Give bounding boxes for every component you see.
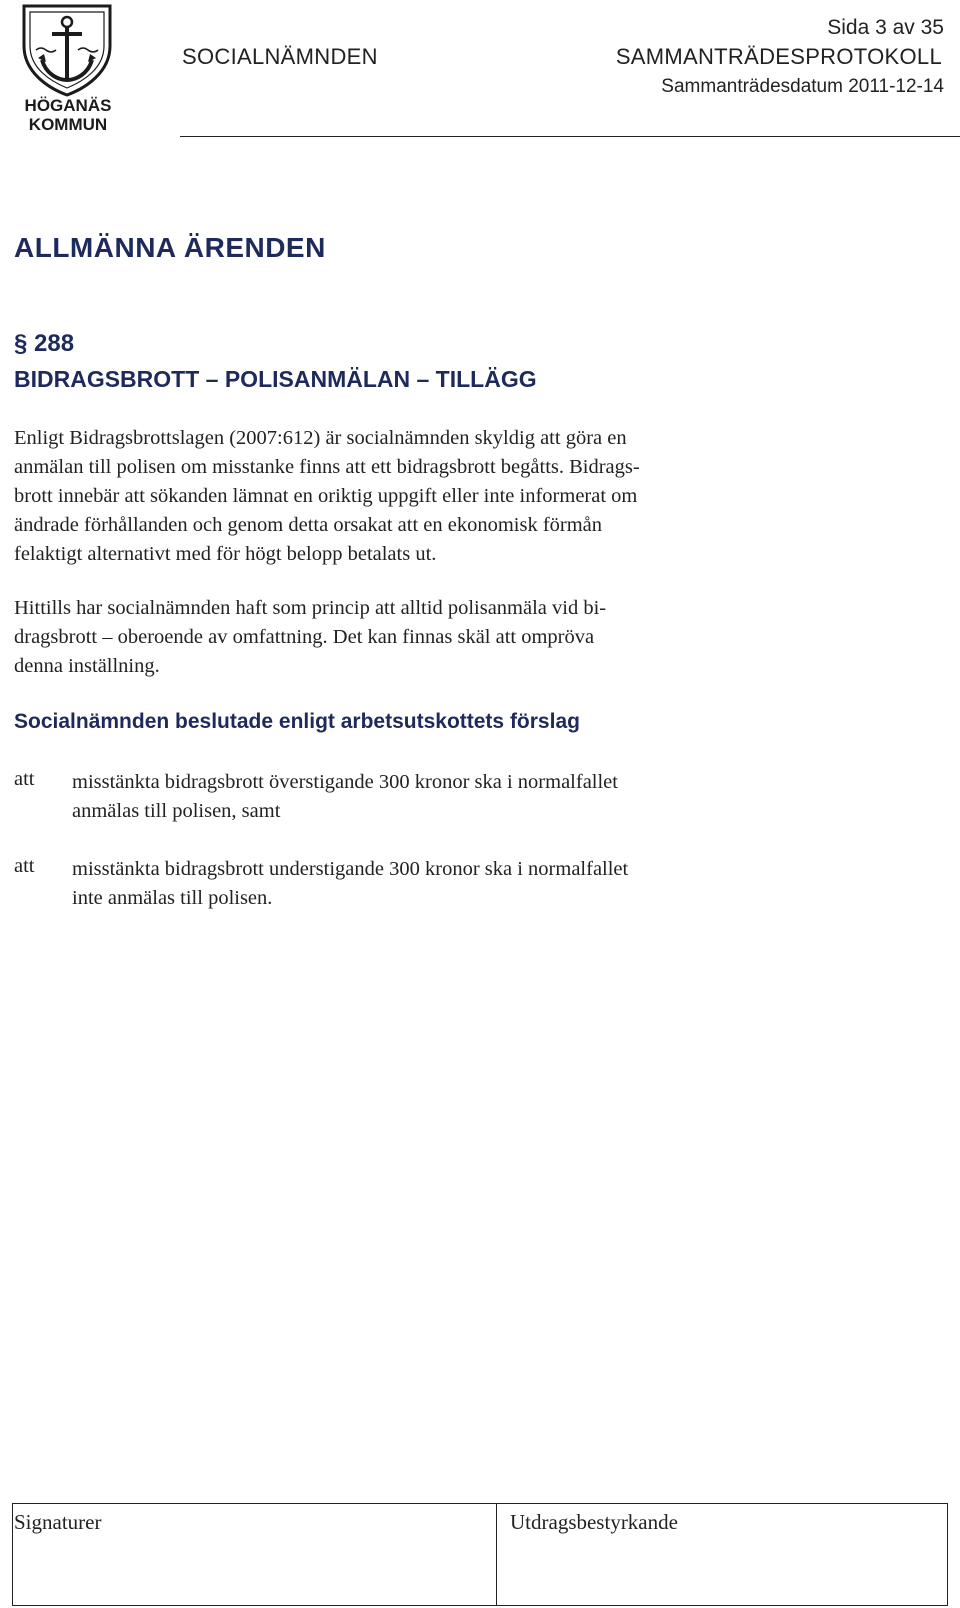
signatures-label: Signaturer [14,1510,102,1534]
decision-line: inte anmälas till polisen. [72,887,273,909]
paragraph-line: denna inställning. [14,655,160,677]
meeting-date: Sammanträdesdatum 2011-12-14 [661,76,944,97]
decision-text [72,768,618,826]
header-divider [180,136,960,137]
paragraph-line: ändrade förhållanden och genom detta orsakat att en ekonomisk förmån [14,514,603,536]
municipality-name [14,96,122,134]
item-number: § 288 [14,330,75,357]
paragraph-current-practice [14,594,774,681]
decision-text [72,855,628,913]
municipality-name-line-2: KOMMUN [28,115,108,134]
organization-name: SOCIALNÄMNDEN [182,44,378,69]
paragraph-line: dragsbrott – oberoende av omfattning. Det kan finnas skäl att ompröva [14,626,595,648]
item-title: BIDRAGSBROTT – POLISANMÄLAN – TILLÄGG [14,366,537,392]
decision-heading: Socialnämnden beslutade enligt arbetsutskottets förslag [14,710,580,733]
decision-label: att [14,855,35,877]
page-number: Sida 3 av 35 [827,16,944,39]
document-type: SAMMANTRÄDESPROTOKOLL [615,44,942,69]
signature-table [12,1503,948,1606]
decision-line: misstänkta bidragsbrott överstigande 300 kronor ska i normalfallet [72,771,618,793]
municipality-name-line-1: HÖGANÄS [24,96,112,115]
decision-label: att [14,768,35,790]
paragraph-line: Enligt Bidragsbrottslagen (2007:612) är socialnämnden skyldig att göra en [14,427,627,449]
paragraph-line: brott innebär att sökanden lämnat en oriktig uppgift eller inte informerat om [14,485,638,507]
paragraph-background [14,424,774,569]
paragraph-line: Hittills har socialnämnden haft som princip att alltid polisanmäla vid bi- [14,597,607,619]
paragraph-line: felaktigt alternativt med för högt belopp betalats ut. [14,543,437,565]
signature-table-divider [496,1503,497,1606]
section-heading: ALLMÄNNA ÄRENDEN [14,232,326,263]
decision-line: misstänkta bidragsbrott understigande 300 kronor ska i normalfallet [72,858,629,880]
anchor-shield-icon [14,2,120,98]
decision-line: anmälas till polisen, samt [72,800,281,822]
paragraph-line: anmälan till polisen om misstanke finns att ett bidragsbrott begåtts. Bidrags- [14,456,640,478]
certification-label: Utdragsbestyrkande [510,1510,678,1534]
